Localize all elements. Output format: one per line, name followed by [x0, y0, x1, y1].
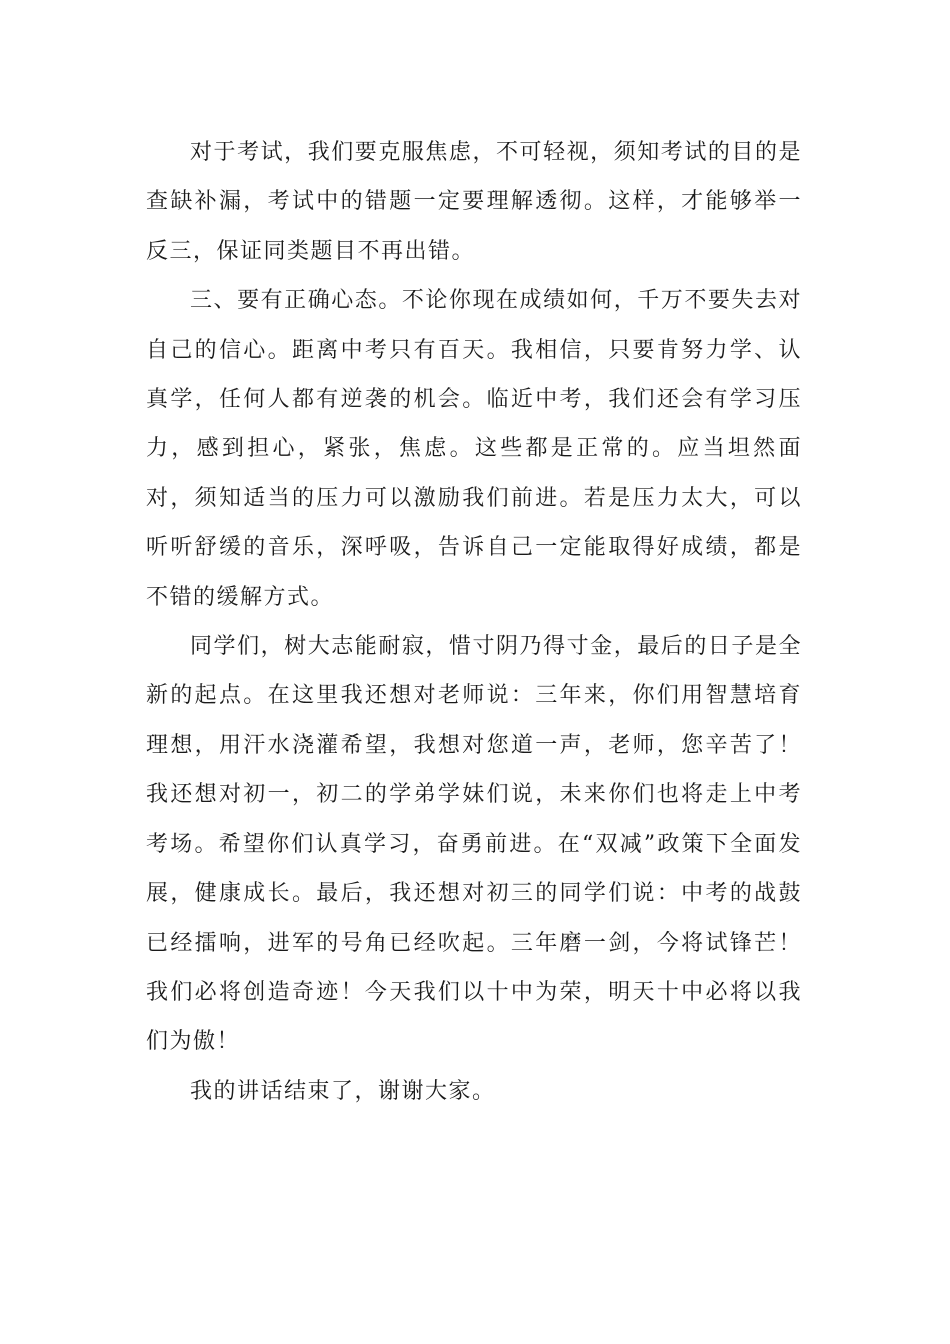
paragraph-closing: 我的讲话结束了，谢谢大家。: [190, 1078, 496, 1104]
paragraph-exam-advice: 对于考试，我们要克服焦虑，不可轻视，须知考试的目的是查缺补漏，考试中的错题一定要理解透彻。这样，才能够举一反三，保证同类题目不再出错。: [146, 140, 802, 264]
paragraph-mindset: 三、要有正确心态。不论你现在成绩如何，千万不要失去对自己的信心。距离中考只有百天。我相信，只要肯努力学、认真学，任何人都有逆袭的机会。临近中考，我们还会有学习压力，感到担心，紧张，焦虑。这些都是正常的。应当坦然面对，须知适当的压力可以激励我们前进。若是压力太大，可以听听舒缓的音乐，深呼吸，告诉自己一定能取得好成绩，都是不错的缓解方式。: [146, 288, 802, 610]
paragraph-encouragement: 同学们，树大志能耐寂，惜寸阴乃得寸金，最后的日子是全新的起点。在这里我还想对老师说：三年来，你们用智慧培育理想，用汗水浇灌希望，我想对您道一声，老师，您辛苦了！我还想对初一，初二的学弟学妹们说，未来你们也将走上中考考场。希望你们认真学习，奋勇前进。在“双减”政策下全面发展，健康成长。最后，我还想对初三的同学们说：中考的战鼓已经擂响，进军的号角已经吹起。三年磨一剑，今将试锋芒！我们必将创造奇迹！今天我们以十中为荣，明天十中必将以我们为傲！: [146, 634, 802, 1055]
document-body: [146, 128, 802, 1116]
